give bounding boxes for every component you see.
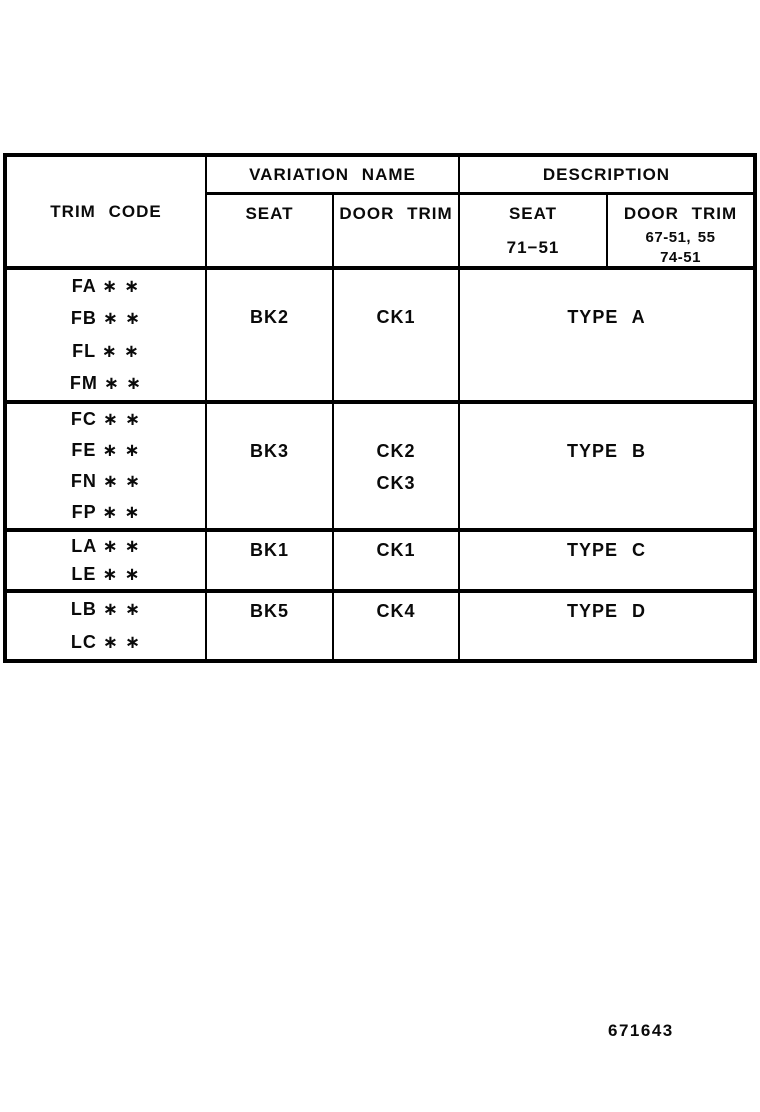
header-description-door-trim-label: DOOR TRIM — [623, 204, 738, 223]
trim-codes-cell — [7, 593, 207, 659]
trim-code: FC ∗ ∗ — [70, 409, 142, 429]
trim-codes-cell — [7, 270, 207, 404]
door-trim-code: CK2 — [376, 441, 416, 461]
description-type-value: TYPE A — [460, 270, 753, 404]
door-trim-code: CK4 — [376, 601, 416, 621]
seat-variation-value: BK3 — [207, 404, 334, 532]
header-description-door-trim-codes-2: 74-51 — [660, 249, 701, 266]
header-description-door-trim-codes-1: 67-51, 55 — [645, 229, 716, 246]
trim-code: FA ∗ ∗ — [71, 275, 141, 296]
door-trim-code: CK1 — [376, 307, 416, 327]
header-variation-door-trim: DOOR TRIM — [334, 195, 460, 270]
door-trim-variation-value — [334, 593, 460, 659]
trim-code: FM ∗ ∗ — [69, 373, 143, 394]
header-description-seat-code: 71−51 — [506, 238, 560, 257]
trim-code-table — [3, 153, 757, 663]
header-description-seat-label: SEAT — [508, 204, 558, 223]
door-trim-code: CK3 — [376, 473, 416, 493]
trim-code: FB ∗ ∗ — [70, 308, 142, 329]
trim-code: LB ∗ ∗ — [70, 599, 142, 619]
trim-code: FL ∗ ∗ — [72, 340, 140, 361]
figure-number: 671643 — [608, 1021, 674, 1040]
header-variation-name: VARIATION NAME — [207, 157, 460, 195]
header-variation-seat: SEAT — [207, 195, 334, 270]
description-type-value: TYPE C — [460, 532, 753, 593]
trim-codes-cell — [7, 532, 207, 593]
trim-code: FN ∗ ∗ — [70, 471, 142, 491]
door-trim-variation-value — [334, 532, 460, 593]
trim-code: FE ∗ ∗ — [71, 440, 141, 460]
seat-variation-value: BK5 — [207, 593, 334, 659]
seat-variation-value: BK2 — [207, 270, 334, 404]
header-description-seat — [460, 195, 608, 270]
trim-code: LE ∗ ∗ — [71, 564, 141, 585]
seat-variation-value: BK1 — [207, 532, 334, 593]
header-trim-code: TRIM CODE — [7, 157, 207, 270]
header-description-door-trim — [608, 195, 753, 270]
trim-code: LC ∗ ∗ — [70, 632, 142, 652]
description-type-value: TYPE D — [566, 601, 646, 621]
trim-codes-cell — [7, 404, 207, 532]
description-type-value: TYPE B — [460, 404, 753, 532]
header-description: DESCRIPTION — [460, 157, 753, 195]
door-trim-variation-value — [334, 404, 460, 532]
door-trim-code: CK1 — [376, 540, 416, 560]
trim-code: LA ∗ ∗ — [71, 535, 141, 556]
trim-code: FP ∗ ∗ — [71, 502, 141, 522]
door-trim-variation-value — [334, 270, 460, 404]
